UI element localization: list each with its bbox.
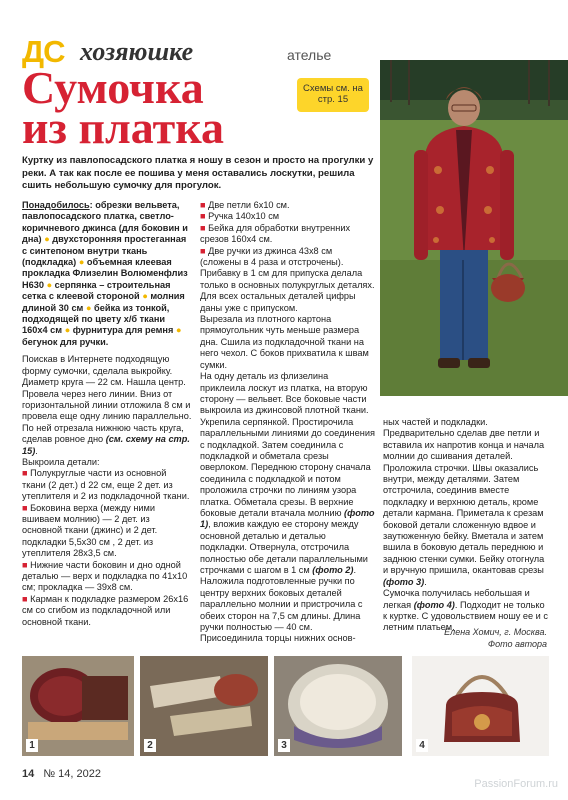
list-item <box>200 200 375 211</box>
column-1 <box>22 200 192 628</box>
list-item <box>22 503 192 560</box>
bullet-square-icon: ■ <box>200 200 206 210</box>
materials-item-2: двухсторонняя простеганная с синтепоном внутри ткань (подкладка) <box>22 234 187 268</box>
subsection-name: ателье <box>287 47 332 63</box>
list-item-text: Две ручки из джинса 43х8 см (сложены в 4 раза и отстрочены). <box>200 245 344 268</box>
list-item <box>200 211 375 222</box>
text-span: Сумочка получилась небольшая и легкая <box>383 588 530 610</box>
section-name: хозяюшке <box>80 37 194 66</box>
title-line-1: Сумочка <box>22 62 204 113</box>
step-photo-4 <box>412 656 549 756</box>
bullet-square-icon: ■ <box>22 593 28 604</box>
col3-paragraph-1 <box>383 417 551 588</box>
col2-paragraph-4: Присоединила торцы нижних основ- <box>200 633 356 644</box>
bullet-square-icon: ■ <box>200 211 206 222</box>
step-photo-4-drawing <box>412 656 549 756</box>
materials-item-7: фурнитура для ремня <box>72 325 174 336</box>
list-item-text: Ручка 140х10 см <box>208 211 280 222</box>
photo-reference: (фото 1) <box>200 507 375 530</box>
issue-number: № 14, 2022 <box>43 768 101 780</box>
list-item-text: Две петли 6х10 см. <box>208 200 290 210</box>
materials-item-5: молния длиной 30 см <box>22 291 185 313</box>
materials-heading: Понадобилось <box>22 200 90 210</box>
photo-reference: (фото 2) <box>312 565 354 575</box>
list-item-text: Карман к подкладке размером 26х16 см со сгибом из подкладочной или основной ткани. <box>22 593 189 627</box>
list-item-text: Бейка для обработки внутренних срезов 160х4 см. <box>200 222 351 245</box>
photo-credit: Фото автора <box>487 639 547 649</box>
list-item <box>200 223 375 246</box>
bullet-dot-icon: ● <box>142 291 148 302</box>
materials-item-6: бейка из тонкой, подходящей по цвету х/б ткани 160х4 см <box>22 302 170 336</box>
author-name: Елена Хомич, г. Москва. <box>444 627 547 637</box>
list-item <box>22 594 192 628</box>
list-item <box>22 560 192 594</box>
step-photos <box>22 656 549 756</box>
bullet-dot-icon: ● <box>78 257 85 268</box>
watermark: PassionForum.ru <box>474 778 558 790</box>
scheme-reference: (см. схему на стр. 15) <box>22 434 190 456</box>
materials-item-1: : обрезки вельвета, павлопосадского платка, светло-коричневого джинса (для боковин и дна) <box>22 200 188 245</box>
bullet-dot-icon: ● <box>44 234 50 245</box>
page-number: 14 <box>22 768 35 780</box>
title-line-2: из платка <box>22 102 225 153</box>
text-span: На одну деталь из флизелина приклеила лоскут из платка, на вторую сторону — вельвет. Все боковые части выкроила из джинсовой плотной ткани. Укрепила серпянкой. Простирочила параллельными линиями до соединения с подкладкой. Затем соединила с подкладкой и обметала срезы оверлоком. Переднюю сторону сначала соединила с подкладкой и потом проложила строчки по линиям узора платка. Обметала срезы. В верхние боковые детали втачала молнию <box>200 371 375 518</box>
column-2 <box>200 200 375 645</box>
step-photo-2-drawing <box>140 656 268 756</box>
materials-item-4: серпянка – строительная сетка с клеевой стороной <box>22 279 171 302</box>
materials-item-8: бегунок для ручки. <box>22 336 109 347</box>
text-span: . <box>424 576 427 587</box>
col2-paragraph-2: Вырезала из плотного картона прямоугольник чуть меньше размера дна. Сшила из подкладочной ткани на него чехол. С боков прихватила к швам сумки. <box>200 314 369 370</box>
magazine-logo: ДС <box>22 34 65 69</box>
materials-item-3: объемная клеевая прокладка Флизелин Волюменфлиз Н630 <box>22 257 188 290</box>
text-span: . Наложила подготовленные ручки по центру верхних боковых деталей параллельно молнии и пристрочила с обеих сторон на 7,5 см длины. Длина ручки полностью — 40 см. <box>200 565 363 633</box>
text-span: ных частей и подкладки. Предварительно сделав две петли и вставила их напротив конца и начала молнии до сшивания деталей. Проложила строчки. Швы оказались внутри, между деталями. Затем отстрочила, соединив вместе подкладку и верхнюю деталь, кроме детали кармана. Приметала к срезам боковой детали сложенную вдвое и заутюженную бейку. Вметала и затем вшила в боковую деталь переднюю и заднюю стенки сумки. Бейку отогнула и вручную пришила, окантовав срезы <box>383 417 545 576</box>
col1-paragraph-1 <box>22 354 192 457</box>
bullet-dot-icon: ● <box>85 302 92 313</box>
list-item <box>200 246 375 269</box>
col1-paragraph-2: Выкроила детали: <box>22 456 100 467</box>
photo-number: 2 <box>144 739 156 752</box>
page-footer <box>22 768 101 780</box>
photo-number: 1 <box>26 739 38 752</box>
photo-number: 3 <box>278 739 290 752</box>
text-span: . Подходит не только к куртке. С удовольствием ношу ее и с летним платьем. <box>383 599 548 633</box>
list-item-text: Нижние части боковин и дно одной деталью — верх и подкладка по 41х10 см; прокладка — 39х8 см. <box>22 559 188 593</box>
bullet-dot-icon: ● <box>175 325 182 336</box>
list-item <box>22 468 192 502</box>
column-3 <box>383 417 551 634</box>
bullet-square-icon: ■ <box>200 245 206 256</box>
col2-paragraph-1: Прибавку в 1 см для припуска делала только в основных полукруглых деталях. Для всех остальных деталей цифры даны уже с припуском. <box>200 268 375 313</box>
author-photo <box>380 60 568 396</box>
step-photo-3-drawing <box>274 656 402 756</box>
schemes-badge: Схемы см. на стр. 15 <box>297 78 369 112</box>
step-photo-1-drawing <box>22 656 134 756</box>
bullet-square-icon: ■ <box>22 468 28 479</box>
bullet-square-icon: ■ <box>22 559 28 570</box>
article-lead: Куртку из павлопосадского платка я ношу в сезон и просто на прогулки у реки. А так как после ее пошива у меня оставались лоскутки, решила сшить небольшую сумочку для прогулок. <box>22 155 374 192</box>
author-photo-drawing <box>380 60 568 396</box>
article-title <box>22 62 322 153</box>
text-span: , вложив каждую ее сторону между основной деталью и деталью подкладки. Отвернула, отстрочила полностью обе детали параллельными строчками с шагом в 1 см <box>200 519 368 575</box>
photo-number: 4 <box>416 739 428 752</box>
photo-reference: (фото 4) <box>413 599 455 610</box>
step-photo-2 <box>140 656 268 756</box>
col2-paragraph-3 <box>200 371 375 633</box>
step-photo-3 <box>274 656 402 756</box>
bullet-dot-icon: ● <box>46 279 53 290</box>
list-item-text: Полукруглые части из основной ткани (2 дет.) d 22 см, еще 2 дет. из утеплителя и 2 из подкладочной ткани. <box>22 468 190 502</box>
step-photo-1 <box>22 656 134 756</box>
text-span: . <box>35 445 38 456</box>
photo-reference: (фото 3) <box>383 576 425 587</box>
text-span: Поискав в Интернете подходящую форму сумочки, сделала выкройку. Диаметр круга — 22 см. Нашла центр. Провела через него линии. Вниз от горизонтальной линии отложила 8 см и провела еще одну линию параллельно. По ней отрезала нижнюю часть круга, сделав ровное дно <box>22 354 192 445</box>
bullet-square-icon: ■ <box>200 222 206 233</box>
bullet-square-icon: ■ <box>22 502 28 513</box>
byline <box>383 626 547 650</box>
list-item-text: Боковина верха (между ними вшиваем молнию) — 2 дет. из основной ткани (джинс) и 2 дет. подкладки 5,5х30 см , 2 дет. из утеплителя 28х3,5 см. <box>22 502 158 559</box>
materials-list <box>22 200 192 348</box>
bullet-dot-icon: ● <box>64 325 71 336</box>
